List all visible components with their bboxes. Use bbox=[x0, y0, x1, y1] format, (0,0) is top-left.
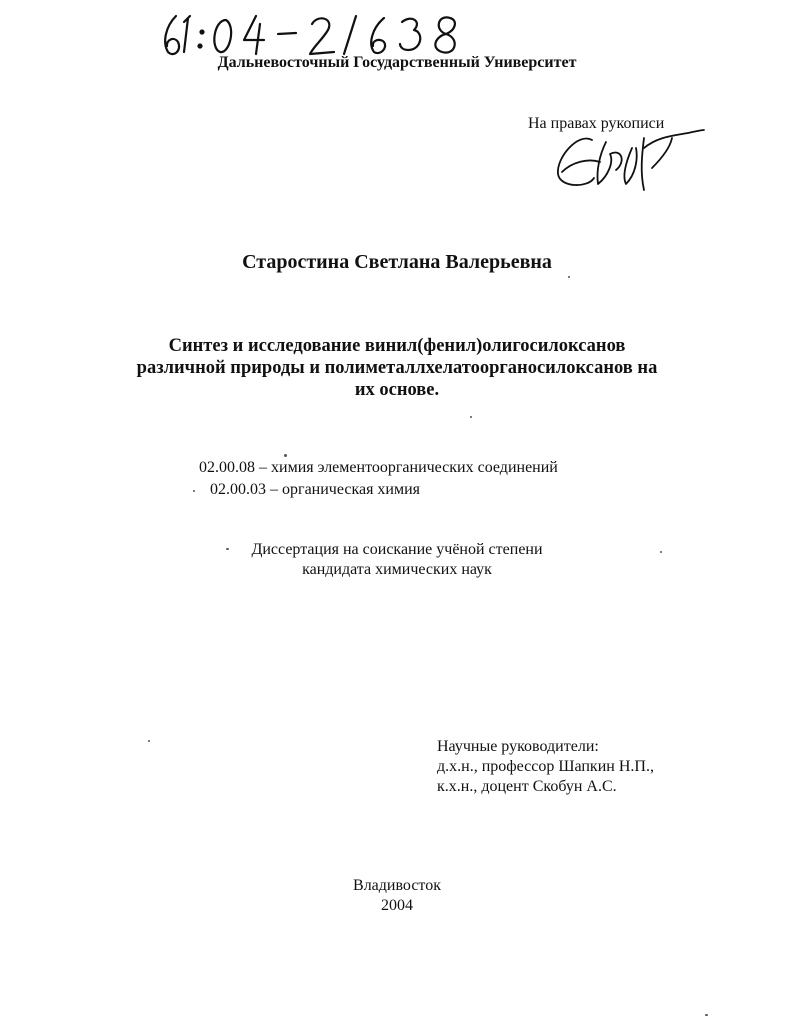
degree-statement bbox=[0, 540, 794, 580]
city: Владивосток bbox=[353, 877, 441, 894]
handwritten-signature bbox=[548, 118, 708, 198]
handwritten-catalog-number bbox=[160, 10, 480, 60]
supervisor-line: к.х.н., доцент Скобун А.С. bbox=[437, 778, 617, 795]
scan-speck bbox=[660, 551, 662, 553]
title-line: различной природы и полиметаллхелатоорганосилоксанов на bbox=[136, 358, 658, 378]
dissertation-title bbox=[100, 335, 694, 401]
scan-speck bbox=[470, 416, 472, 418]
title-line: Синтез и исследование винил(фенил)олигосилоксанов bbox=[168, 336, 626, 356]
specialty-line: 02.00.03 – органическая химия bbox=[210, 481, 421, 498]
scan-speck bbox=[226, 548, 229, 550]
specialty-line: 02.00.08 – химия элементоорганических соединений bbox=[199, 459, 558, 476]
scan-speck bbox=[193, 490, 195, 492]
scan-speck bbox=[568, 276, 570, 278]
degree-line: кандидата химических наук bbox=[302, 561, 492, 578]
author-name: Старостина Светлана Валерьевна bbox=[242, 251, 552, 273]
manuscript-rights-note: На правах рукописи bbox=[528, 115, 665, 132]
year: 2004 bbox=[381, 897, 413, 914]
supervisors-heading: Научные руководители: bbox=[437, 738, 599, 755]
signature-drawing bbox=[548, 118, 708, 198]
city-and-year bbox=[0, 876, 794, 916]
scan-speck bbox=[148, 740, 150, 742]
scan-speck bbox=[284, 454, 287, 457]
degree-line: Диссертация на соискание учёной степени bbox=[251, 541, 543, 558]
university-name: Дальневосточный Государственный Университет bbox=[217, 54, 577, 71]
title-line: их основе. bbox=[354, 380, 440, 400]
supervisor-line: д.х.н., профессор Шапкин Н.П., bbox=[437, 758, 654, 775]
scan-speck bbox=[705, 1014, 708, 1016]
scientific-supervisors bbox=[437, 737, 654, 797]
